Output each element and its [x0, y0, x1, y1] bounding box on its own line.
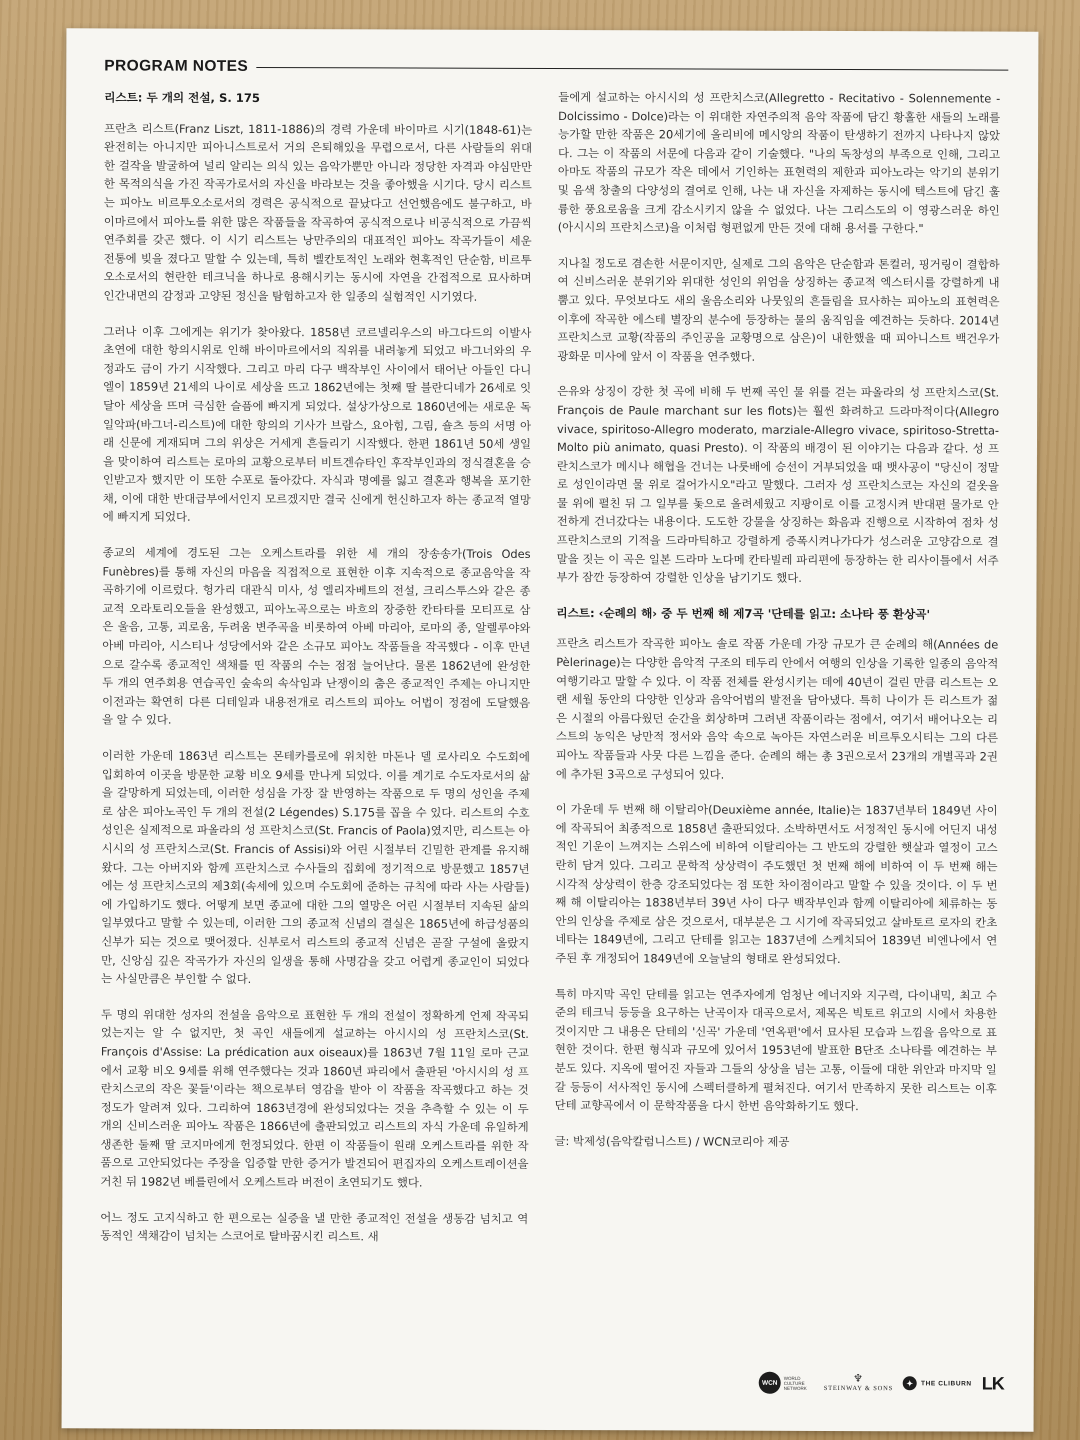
cliburn-logo [903, 1376, 972, 1390]
paragraph: 지나칠 정도로 겸손한 서문이지만, 실제로 그의 음악은 단순함과 톤컬러, 핑거링이 결합하여 신비스러운 분위기와 위대한 성인의 위엄을 상징하는 종교적 엑스터시를 강렬하게 내뿜고 있다. 무엇보다도 새의 울음소리와 나뭇잎의 흔들림을 묘사하는 피아노의 표현력은 이후에 작곡한 에스테 별장의 분수에 등장하는 물의 움직임을 예견하는 듯하다. 2014년 프란치스코 교황(작품의 주인공을 교황명으로 삼은)이 내한했을 때 피아니스트 백건우가 광화문 미사에 앞서 이 작품을 연주했다. [557, 255, 1000, 364]
lyre-icon: ♆ [853, 1373, 864, 1386]
steinway-logo-text: STEINWAY & SONS [823, 1384, 894, 1393]
page-title: PROGRAM NOTES [104, 57, 249, 75]
right-column [554, 88, 1000, 1352]
paragraph: 들에게 설교하는 아시시의 성 프란치스코(Allegretto - Recitativo - Solennemente - Dolcissimo - Dolce)라는 이 위대한 자연주의적 음악 작품에 담긴 황홀한 새들의 노래를 능가할 만한 작품은 20세기에 올리비에 메시앙의 작품이 탄생하기 전까지 나타나지 않았다. 그는 이 작품의 서문에 다음과 같이 기술했다. "나의 독창성의 부족으로 인해, 그리고 아마도 작품의 규모가 작은 데에서 기인하는 표현력의 제한과 피아노라는 악기의 분위기 및 음색 창출의 다양성의 결여로 인해, 나는 내 자신을 자제하는 동시에 텍스트에 담긴 훌륭한 풍요로움을 크게 감소시키지 않을 수 없었다. 나는 그리스도의 이 영광스러운 하인(아시시의 프란치스코)을 이처럼 형편없게 만든 것에 대해 용서를 구한다." [557, 90, 1001, 236]
left-column [100, 86, 532, 1349]
paragraph: 이러한 가운데 1863년 리스트는 몬테카를로에 위치한 마돈나 델 로사리오 수도회에 입회하여 이곳을 방문한 교황 비오 9세를 만나게 되었다. 이를 계기로 수도자로서의 삶을 갈망하게 되었는데, 이러한 성심을 가장 잘 반영하는 작품으로 두 명의 성인을 주제로 삼은 피아노곡인 두 개의 전설(2 Légendes) S.175를 꼽을 수 있다. 리스트의 수호성인은 실제적으로 파올라의 성 프란치스코(St. Francis of Paola)였지만, 리스트는 아시시의 성 프란치스코(St. Francis of Assisi)와 어린 시절부터 긴밀한 관계를 유지해왔다. 그는 아버지와 함께 프란치스코 수사들의 집회에 정기적으로 방문했고 1857년에는 성 프란치스코의 제3회(속세에 있으며 수도회에 준하는 규칙에 따라 사는 사람들)에 가입하기도 했다. 어떻게 보면 종교에 대한 그의 열망은 어린 시절부터 지속된 삶의 일부였다고 말할 수 있는데, 이러한 그의 종교적 신념의 결실은 1865년에 하급성품의 신부가 되는 것으로 맺어졌다. 신부로서 리스트의 종교적 신념은 곧잘 구설에 올랐지만, 신앙심 깊은 작곡가가 자신의 일생을 통해 사명감을 갖고 어렵게 종교인이 되었다는 사실만큼은 부인할 수 없다. [101, 748, 530, 987]
page-header [104, 54, 1008, 81]
paragraph: 은유와 상징이 강한 첫 곡에 비해 두 번째 곡인 물 위를 걷는 파올라의 성 프란치스코(St. François de Paule marchant sur les flots)는 훨씬 화려하고 드라마적이다(Allegro vivace, spiritoso-Allegro moderato, marziale-Allegro vivace, spiritoso-Stretta-Molto più animato, quasi Presto). 이 작품의 배경이 된 이야기는 다음과 같다. 성 프란치스코가 메시나 해협을 건너는 나룻배에 승선이 거부되었을 때 뱃사공이 "당신이 정말로 성인이라면 물 위로 걸어가시오"라고 말했다. 그러자 성 프란치스코는 자신의 겉옷을 물 위에 펼친 뒤 그 일부를 돛으로 올려세웠고 지팡이로 이를 고정시켜 반대편 물가로 안전하게 건너갔다는 내용이다. 도도한 강물을 상징하는 화음과 진행으로 시작하여 점차 성 프란치스코의 기적을 드라마틱하고 강렬하게 증폭시켜나가다가 성스러운 고양감으로 결말을 짓는 이 곡은 일본 드라마 노다메 칸타빌레 파리편에 등장하는 한 리사이틀에서 서주부가 잠깐 등장하여 강렬한 인상을 남기기도 했다. [556, 384, 1000, 586]
wcn-logo [759, 1372, 814, 1394]
paragraph: 두 명의 위대한 성자의 전설을 음악으로 표현한 두 개의 전설이 정확하게 언제 작곡되었는지는 알 수 없지만, 첫 곡인 새들에게 설교하는 아시시의 성 프란치스코(St. François d'Assise: La prédication aux oiseaux)를 1863년 7월 11일 로마 근교에서 교황 비오 9세를 위해 연주했다는 것과 1860년 파리에서 출판된 '아시시의 성 프란치스코의 작은 꽃들'이라는 책으로부터 영감을 받아 이 작품을 작곡했다고 하는 것 정도가 알려져 있다. 그리하여 1863년경에 완성되었다는 것을 추측할 수 있는 이 두 개의 신비스러운 피아노 작품은 1866년에 출판되었고 리스트의 자식 가운데 유일하게 생존한 둘째 딸 코지마에게 헌정되었다. 한편 이 작품들이 원래 오케스트라를 위한 작품으로 고안되었다는 주장을 입증할 만한 증거가 발견되어 편집자의 오케스트레이션을 거친 뒤 1982년 베를린에서 오케스트라 버전이 초연되기도 했다. [100, 1007, 530, 1190]
paragraph: 이 가운데 두 번째 해 이탈리아(Deuxième année, Italie)는 1837년부터 1849년 사이에 작곡되어 최종적으로 1858년 출판되었다. 소박하면서도 서정적인 동시에 어딘지 내성적인 기운이 느껴지는 스위스에 비하여 이탈리아는 그 반도의 강렬한 햇살과 열정이 고스란히 담겨 있다. 그리고 문학적 상상력이 주도했던 첫 번째 해에 비하여 이 두 번째 해는 시각적 상상력이 한층 강조되었다는 점 또한 차이점이라고 말할 수 있을 것이다. 이 두 번째 해 이탈리아는 1838년부터 39년 사이 다구 백작부인과 함께 이탈리아에 체류하는 동안의 인상을 주제로 삼은 것으로서, 대부분은 그 시기에 작곡되었고 살바토르 로자의 칸초네타는 1849년에, 그리고 단테를 읽고는 1837년에 스케치되어 1839년 비엔나에서 연주된 후 개정되어 1849년에 오늘날의 형태로 완성되었다. [555, 802, 998, 966]
section-title-dante: 리스트: ‹순례의 해› 중 두 번째 해 제7곡 '단테를 읽고: 소나타 풍 환상곡' [556, 605, 931, 622]
author-credit: 글: 박제성(음악칼럼니스트) / WCN코리아 제공 [554, 1133, 790, 1149]
wcn-logo-mark: WCN [759, 1372, 781, 1394]
steinway-logo [824, 1374, 893, 1392]
header-rule [256, 67, 1008, 71]
paragraph: 프란츠 리스트(Franz Liszt, 1811-1886)의 경력 가운데 바이마르 시기(1848-61)는 완전히는 아니지만 피아니스트로서 거의 은퇴해있을 무렵으로서, 다른 사람들의 위대한 걸작을 발굴하여 널리 알리는 의식 있는 음악가뿐만 아니라 정당한 자격과 야심만만한 목적의식을 가진 작곡가로서의 자신을 바라보는 것을 좋아했을 시기다. 당시 리스트는 피아노 비르투오소로서의 경력은 공식적으로 끝났다고 선언했음에도 불구하고, 바이마르에서 피아노를 위한 많은 작품들을 작곡하여 공식적으로나 비공식적으로 가끔씩 연주회를 갖곤 했다. 이 시기 리스트는 낭만주의의 대표적인 피아노 작곡가들이 세운 전통에 빚을 졌다고 말할 수 있는데, 특히 벨칸토적인 노래와 현혹적인 단순함, 비르투오소로서의 현란한 테크닉을 하나로 용해시키는 동시에 자연을 간접적으로 묘사하며 인간내면의 감정과 고양된 정신을 탐험하고자 한 일종의 실험적인 시기였다. [103, 121, 533, 304]
paragraph: 특히 마지막 곡인 단테를 읽고는 연주자에게 엄청난 에너지와 지구력, 다이내믹, 최고 수준의 테크닉 등등을 요구하는 난곡이자 대곡으로서, 제목은 빅토르 위고의 시에서 차용한 것이지만 그 내용은 단테의 '신곡' 가운데 '연옥편'에서 묘사된 모습과 느낌을 음악으로 표현한 것이다. 한편 형식과 규모에 있어서 1953년에 발표한 B단조 소나타를 예견하는 부분도 있다. 지옥에 떨어진 자들과 그들의 상상을 넘는 고통, 이들에 대한 위안과 마지막 일갈 등등이 서사적인 동시에 스펙터클하게 펼쳐진다. 여기서 만족하지 못한 리스트는 이후 단테 교향곡에서 이 문학작품을 다시 한번 음악화하기도 했다. [554, 986, 998, 1114]
cliburn-logo-text: THE CLIBURN [921, 1379, 972, 1387]
paragraph: 어느 정도 고지식하고 한 편으로는 실증을 낼 만한 종교적인 전설을 생동감 넘치고 역동적인 색채감이 넘치는 스코어로 탈바꿈시킨 리스트. 새 [100, 1210, 529, 1244]
section-title-legendes: 리스트: 두 개의 전설, S. 175 [104, 90, 261, 105]
lk-logo: LK [981, 1373, 1004, 1394]
paragraph: 프란츠 리스트가 작곡한 피아노 솔로 작품 가운데 가장 규모가 큰 순례의 해(Années de Pèlerinage)는 다양한 음악적 구조의 테두리 안에서 여행의 인상을 기록한 일종의 음악적 여행기라고 말할 수 있다. 이 작품 전체를 완성시키는 데에 40년이 걸린 만큼 리스트는 오랜 세월 동안의 다양한 인상과 음악어법의 발전을 담아냈다. 특히 나이가 든 리스트가 젊은 시절의 아름다웠던 순간을 회상하며 그려낸 작품이라는 점에서, 여기서 배어나오는 리스트의 농익은 낭만적 정서와 음악 속으로 녹아든 자연스러운 비르투오시티는 그의 다른 피아노 작품들과 사뭇 다른 느낌을 준다. 순례의 해는 총 3권으로서 23개의 개별곡과 2권에 추가된 3곡으로 구성되어 있다. [555, 636, 999, 782]
wcn-logo-subtitle: WORLD CULTURE NETWORK [783, 1375, 807, 1391]
paragraph: 그러나 이후 그에게는 위기가 찾아왔다. 1858년 코르넬리우스의 바그다드의 이발사 초연에 대한 항의시위로 인해 바이마르에서의 직위를 내려놓게 되었고 바그너와의 우정과도 금이 가기 시작했다. 그리고 마리 다구 백작부인 사이에서 태어난 아들인 다니엘이 1859년 21세의 나이로 세상을 뜨고 1862년에는 첫째 딸 블란디네가 26세로 잇달아 세상을 뜨며 극심한 슬픔에 빠지게 되었다. 설상가상으로 1860년에는 새로운 독일악파(바그너-리스트)에 대한 항의의 기사가 브람스, 요아힘, 그림, 숄츠 등의 서명 아래 신문에 게재되며 그의 위상은 거세게 흔들리기 시작했다. 한편 1861년 50세 생일을 맞이하여 리스트는 로마의 교황으로부터 비트겐슈타인 후작부인과의 정식결혼을 승인받고자 했지만 이 또한 수포로 돌아갔다. 자식과 명예를 잃고 결혼과 행복을 포기한 채, 이에 대한 반대급부에서인지 모르겠지만 결국 신에게 헌신하고자 하는 종교적 열망에 빠지게 되었다. [102, 323, 532, 525]
cliburn-mark-icon: ✦ [903, 1376, 917, 1390]
sponsor-logos [759, 1369, 1004, 1398]
program-notes-sheet [62, 28, 1039, 1431]
paragraph: 종교의 세계에 경도된 그는 오케스트라를 위한 세 개의 장송송가(Trois Odes Funèbres)를 통해 자신의 마음을 직접적으로 표현한 이후 지속적으로 종교음악을 작곡하기에 이르렀다. 헝가리 대관식 미사, 성 엘리자베트의 전설, 크리스투스와 같은 종교적 오라토리오들을 완성했고, 피아노곡으로는 바흐의 장중한 칸타타를 모티프로 삼은 울음, 고통, 괴로움, 두려움 변주곡을 비롯하여 아베 마리아, 로마의 종, 알렐루야와 아베 마리아, 시스티나 성당에서와 같은 소규모 피아노 작품들을 작곡했다 - 이후 만년으로 갈수록 종교적인 색채를 띤 작품의 수는 점점 늘어난다. 물론 1862년에 완성한 두 개의 연주회용 연습곡인 숲속의 속삭임과 난쟁이의 춤은 종교적인 주제는 아니지만 이전과는 확연히 다른 디테일과 내용전개로 리스트의 피아노 어법이 정점에 도달했음을 알 수 있다. [102, 545, 531, 728]
